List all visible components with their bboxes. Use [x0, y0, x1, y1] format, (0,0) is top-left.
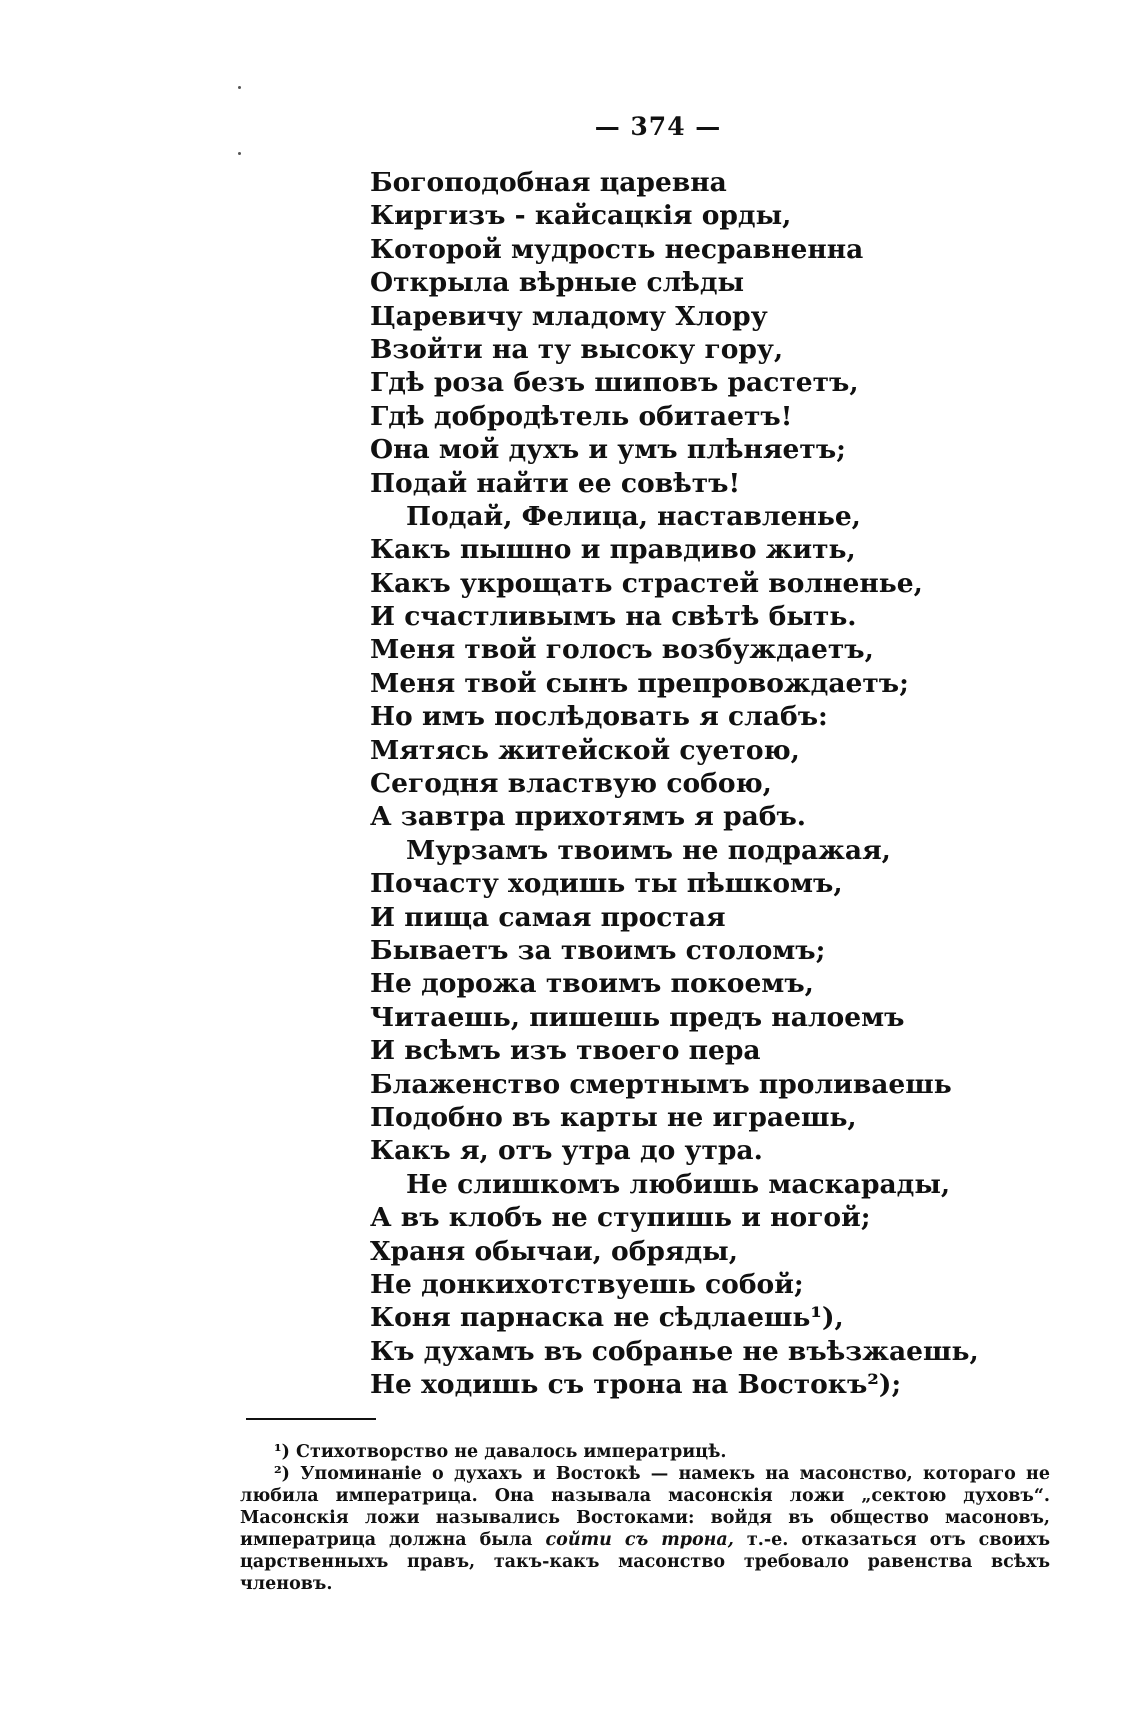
poem-line: Храня обычаи, обряды, — [370, 1235, 738, 1267]
poem-line: Не донкихотствуешь собой; — [370, 1268, 804, 1300]
poem-line: Почасту ходишь ты пѣшкомъ, — [370, 868, 843, 900]
footnote-2-italic-text: сойти съ трона, — [545, 1530, 734, 1550]
poem-line: Меня твой голосъ возбуждаетъ, — [370, 634, 874, 666]
poem-line: Подай, Фелица, наставленье, — [406, 500, 861, 532]
poem-line: Которой мудрость несравненна — [370, 233, 864, 265]
poem-line: Какъ укрощать страстей волненье, — [370, 567, 923, 599]
poem-line: Не ходишь съ трона на Востокъ²); — [370, 1369, 902, 1401]
poem-line: Подобно въ карты не играешь, — [370, 1101, 857, 1133]
poem-line: Мурзамъ твоимъ не подражая, — [406, 834, 891, 866]
poem-line: Мятясь житейской суетою, — [370, 734, 800, 766]
footnote-2-text-end: т.-е. отказаться отъ своихъ царственныхъ правъ, такъ-какъ масонство требовало равенства всѣхъ членовъ. — [240, 1530, 1050, 1594]
poem-line: Богоподобная царевна — [370, 167, 727, 198]
poem-line: Блаженство смертнымъ проливаешь — [370, 1068, 952, 1100]
poem-line: И пища самая простая — [370, 901, 726, 933]
poem-line: А завтра прихотямъ я рабъ. — [370, 801, 807, 833]
poem-line: И счастливымъ на свѣтѣ быть. — [370, 601, 857, 633]
poem-line: Открыла вѣрные слѣды — [370, 267, 745, 299]
footnote-2-marker: ²) — [274, 1464, 290, 1484]
poem-line: Царевичу младому Хлору — [370, 300, 768, 332]
poem-line: Но имъ послѣдовать я слабъ: — [370, 701, 828, 733]
poem-line: И всѣмъ изъ твоего пера — [370, 1035, 761, 1067]
poem-line: Какъ я, отъ утра до утра. — [370, 1135, 763, 1167]
scan-speck — [238, 86, 241, 89]
poem-line: Взойти на ту высоку гору, — [370, 333, 784, 365]
scan-speck — [238, 152, 241, 155]
poem-line: Гдѣ роза безъ шиповъ растетъ, — [370, 367, 859, 399]
poem-line: Къ духамъ въ собранье не въѣзжаешь, — [370, 1335, 979, 1367]
poem-line: Меня твой сынъ препровождаетъ; — [370, 667, 909, 699]
poem-line: Она мой духъ и умъ плѣняетъ; — [370, 434, 846, 466]
poem-line: Киргизъ - кайсацкія орды, — [370, 200, 792, 232]
footnote-1 — [240, 1441, 1050, 1463]
poem-line: Не слишкомъ любишь маскарады, — [406, 1168, 951, 1200]
poem-line: Читаешь, пишешь предъ налоемъ — [370, 1001, 905, 1033]
poem-line: Не дорожа твоимъ покоемъ, — [370, 968, 814, 1000]
poem-line: Коня парнаска не сѣдлаешь¹), — [370, 1302, 844, 1334]
poem-line: Какъ пышно и правдиво жить, — [370, 534, 856, 566]
footnote-2 — [240, 1463, 1050, 1595]
footnote-separator — [246, 1418, 376, 1420]
poem-line: Гдѣ добродѣтель обитаетъ! — [370, 400, 793, 432]
poem-line: Подай найти ее совѣтъ! — [370, 467, 741, 499]
footnote-1-marker: ¹) — [274, 1442, 290, 1462]
poem-line: Сегодня властвую собою, — [370, 768, 772, 800]
footnotes — [240, 1441, 1050, 1595]
poem-text — [370, 166, 1090, 1401]
footnote-1-text: Стихотворство не давалось императрицѣ. — [296, 1442, 727, 1462]
page-number: — 374 — — [594, 112, 722, 141]
poem-line: А въ клобъ не ступишь и ногой; — [370, 1202, 871, 1234]
footnote-2-text: Упоминаніе о духахъ и Востокѣ — намекъ на масонство, котораго не любила императрица. Она называла масонскія ложи „сектою духовъ“. Масонскія ложи назывались Востоками: войдя въ общество масоновъ, императрица должна была — [240, 1464, 1050, 1550]
poem-line: Бываетъ за твоимъ столомъ; — [370, 934, 826, 966]
